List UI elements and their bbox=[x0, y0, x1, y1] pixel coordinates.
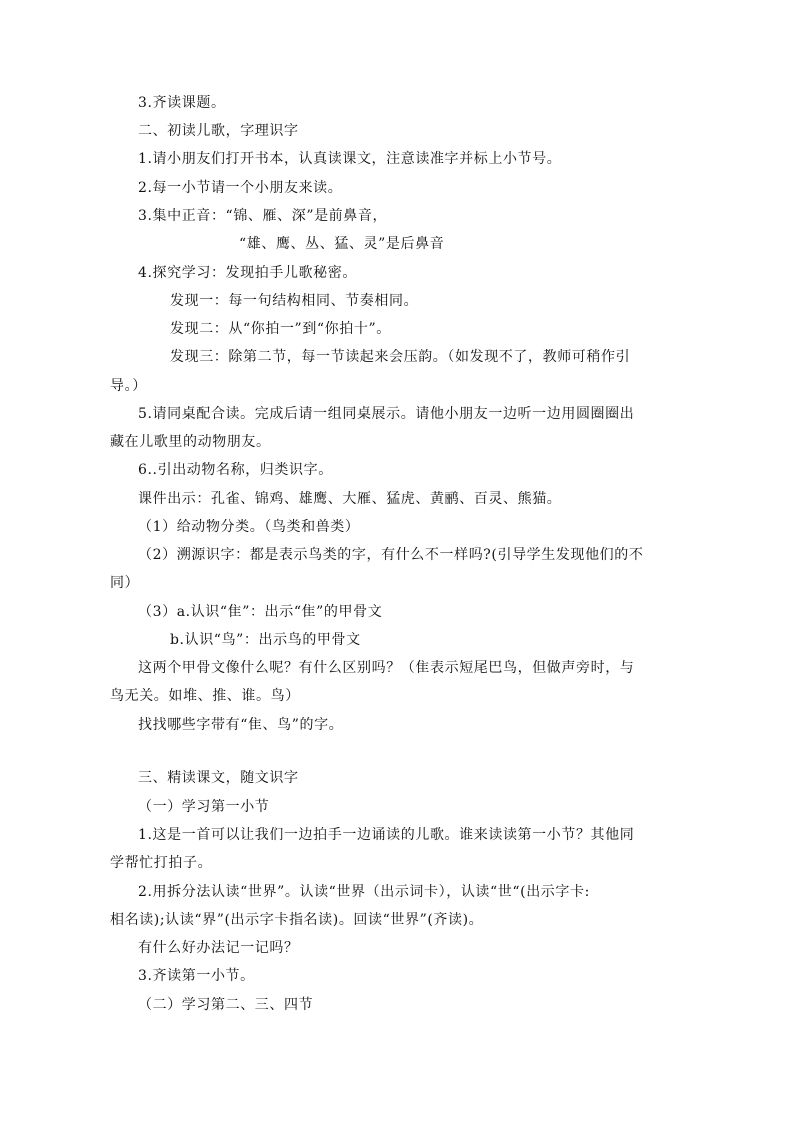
text-line: 找找哪些字带有“隹、鸟”的字。 bbox=[138, 717, 344, 733]
text-line: 2.每一小节请一个小朋友来读。 bbox=[138, 180, 343, 196]
text-line: 1.这是一首可以让我们一边拍手一边诵读的儿歌。谁来读读第一小节？其他同 bbox=[138, 827, 635, 843]
text-line: 相名读);认读“界”(出示字卡指名读)。回读“世界”(齐读)。 bbox=[110, 912, 484, 928]
text-line: （2）溯源识字：都是表示鸟类的字，有什么不一样吗?(引导学生发现他们的不 bbox=[138, 547, 644, 563]
text-line: （3）a.认识“隹”：出示“隹”的甲骨文 bbox=[138, 604, 383, 620]
text-line: 3.集中正音：“锦、雁、深”是前鼻音， bbox=[138, 208, 388, 224]
text-line: 藏在儿歌里的动物朋友。 bbox=[110, 434, 271, 450]
text-line: “雄、鹰、丛、猛、灵”是后鼻音 bbox=[239, 236, 445, 252]
section-heading: 三、精读课文，随文识字 bbox=[138, 770, 299, 786]
text-line: 有什么好办法记一记吗？ bbox=[138, 940, 299, 956]
text-line: 2.用拆分法认读“世界”。认读“世界（出示词卡），认读“世“(出示字卡: bbox=[138, 884, 590, 900]
text-line: 6..引出动物名称，归类识字。 bbox=[138, 462, 333, 478]
text-line: 课件出示：孔雀、锦鸡、雄鹰、大雁、猛虎、黄鹂、百灵、熊猫。 bbox=[138, 491, 562, 507]
subsection-heading: （二）学习第二、三、四节 bbox=[138, 997, 314, 1013]
text-line: 同） bbox=[110, 575, 140, 591]
section-heading: 二、初读儿歌，字理识字 bbox=[138, 123, 299, 139]
text-line: 4.探究学习：发现拍手儿歌秘密。 bbox=[138, 265, 357, 281]
text-line: 发现二：从“你拍一”到“你拍十”。 bbox=[170, 321, 391, 337]
text-line: b.认识“鸟”：出示鸟的甲骨文 bbox=[170, 632, 361, 648]
text-line: 5.请同桌配合读。完成后请一组同桌展示。请他小朋友一边听一边用圆圈圈出 bbox=[138, 406, 635, 422]
text-line: 发现一：每一句结构相同、节奏相同。 bbox=[170, 293, 419, 309]
text-line: 3.齐读课题。 bbox=[138, 95, 226, 111]
text-line: 学帮忙打拍子。 bbox=[110, 855, 213, 871]
text-line: （1）给动物分类。（鸟类和兽类） bbox=[138, 519, 360, 535]
text-line: 3.齐读第一小节。 bbox=[138, 968, 255, 984]
text-line: 发现三：除第二节，每一节读起来会压韵。（如发现不了，教师可稍作引 bbox=[170, 349, 631, 365]
text-line: 这两个甲骨文像什么呢？有什么区别吗？（隹表示短尾巴鸟，但做声旁时，与 bbox=[138, 660, 635, 676]
text-line: 1.请小朋友们打开书本，认真读课文，注意读准字并标上小节号。 bbox=[138, 151, 562, 167]
text-line: 鸟无关。如堆、推、谁。鸟） bbox=[110, 688, 300, 704]
text-line: 导。） bbox=[110, 378, 147, 394]
subsection-heading: （一）学习第一小节 bbox=[138, 799, 270, 815]
